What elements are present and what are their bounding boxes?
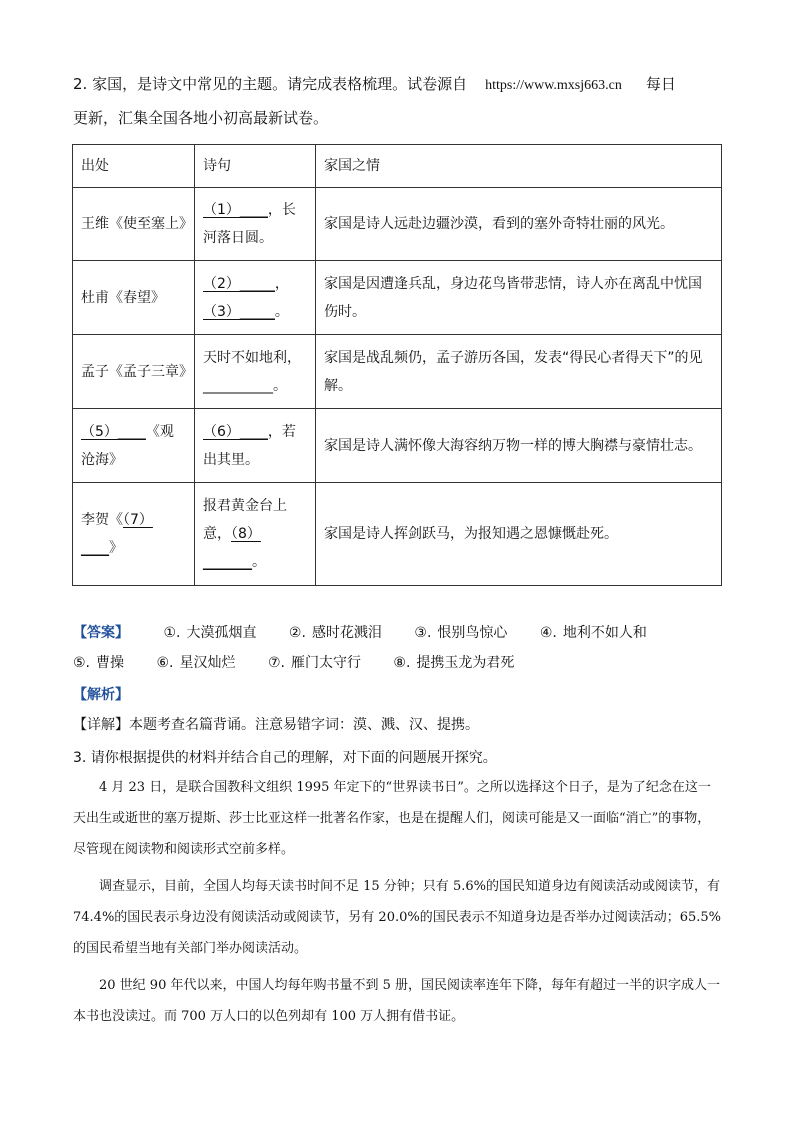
answer-item: ④. 地利不如人和 bbox=[539, 625, 647, 641]
row-source bbox=[73, 409, 195, 483]
header-feeling: 家国之情 bbox=[316, 145, 722, 188]
table-row bbox=[73, 188, 722, 261]
row-feeling: 家国是战乱频仍，孟子游历各国，发表“得民心者得天下”的见解。 bbox=[316, 335, 722, 409]
blank-3: （3）_____ bbox=[203, 303, 275, 320]
poem-table bbox=[72, 144, 722, 586]
source-text: 《观沧海》 bbox=[81, 423, 174, 468]
detail-label: 【详解】 bbox=[73, 717, 129, 733]
blank-4: __________ bbox=[203, 377, 273, 394]
blank-8: （8）_______ bbox=[203, 526, 261, 570]
answer-item: ⑥. 星汉灿烂 bbox=[156, 655, 236, 671]
row-source: 孟子《孟子三章》 bbox=[73, 335, 195, 409]
row-source: 杜甫《春望》 bbox=[73, 261, 195, 335]
question-2-text-daily: 每日 bbox=[645, 75, 676, 93]
row-verse bbox=[195, 261, 316, 335]
answer-item: ①. 大漠孤烟直 bbox=[163, 625, 257, 641]
blank-5: （5）____ bbox=[81, 423, 146, 440]
table-row bbox=[73, 409, 722, 483]
verse-text: ， bbox=[274, 275, 289, 292]
verse-text: 报君黄金台上意， bbox=[203, 498, 287, 542]
row-source bbox=[73, 483, 195, 586]
question-2-text-update: 更新，汇集全国各地小初高最新试卷。 bbox=[73, 109, 329, 127]
verse-text: 。 bbox=[252, 554, 266, 570]
table-row bbox=[73, 261, 722, 335]
answer-item: ⑤. 曹操 bbox=[73, 655, 125, 671]
material-paragraph: 4 月 23 日，是联合国教科文组织 1995 年定下的“世界读书日”。之所以选择这个日子，是为了纪念在这一天出生或逝世的塞万提斯、莎士比亚这样一批著名作家，也是在提醒人们，阅读可能是又一面临“消亡”的事物，尽管现在阅读物和阅读形式空前多样。 bbox=[73, 780, 711, 857]
answer-item: ⑧. 提携玉龙为君死 bbox=[393, 655, 515, 671]
row-feeling: 家国是诗人挥剑跃马，为报知遇之恩慷慨赴死。 bbox=[316, 483, 722, 586]
verse-text: 天时不如地利， bbox=[203, 349, 301, 366]
blank-7: （7）____ bbox=[81, 512, 153, 556]
analysis-detail bbox=[73, 710, 723, 740]
row-feeling: 家国是诗人远赴边疆沙漠，看到的塞外奇特壮丽的风光。 bbox=[316, 188, 722, 261]
question-3: 3. 请你根据提供的材料并结合自己的理解，对下面的问题展开探究。 bbox=[73, 750, 497, 766]
row-source: 王维《使至塞上》 bbox=[73, 188, 195, 261]
analysis-section bbox=[73, 680, 723, 740]
verse-text: 。 bbox=[274, 303, 289, 320]
table-row bbox=[73, 335, 722, 409]
row-verse bbox=[195, 483, 316, 586]
header-source: 出处 bbox=[73, 145, 195, 188]
row-feeling: 家国是诗人满怀像大海容纳万物一样的博大胸襟与豪情壮志。 bbox=[316, 409, 722, 483]
row-feeling: 家国是因遭逢兵乱，身边花鸟皆带悲情，诗人亦在离乱中忧国伤时。 bbox=[316, 261, 722, 335]
answer-item: ⑦. 雁门太守行 bbox=[267, 655, 361, 671]
question-2-text: 2. 家国，是诗文中常见的主题。请完成表格梳理。试卷源自 bbox=[73, 75, 468, 93]
table-header-row bbox=[73, 145, 722, 188]
question-2 bbox=[73, 68, 723, 134]
row-verse bbox=[195, 188, 316, 261]
header-verse: 诗句 bbox=[195, 145, 316, 188]
blank-2: （2）_____ bbox=[203, 275, 275, 292]
answer-label: 【答案】 bbox=[73, 625, 129, 641]
blank-6: （6）____ bbox=[203, 423, 268, 440]
verse-text: ，长河落日圆。 bbox=[203, 202, 296, 246]
analysis-label: 【解析】 bbox=[73, 687, 129, 703]
row-verse bbox=[195, 335, 316, 409]
verse-text: 。 bbox=[273, 377, 287, 394]
reading-material bbox=[73, 772, 723, 1038]
answer-section bbox=[73, 618, 723, 678]
source-text: 李贺《 bbox=[81, 512, 123, 528]
blank-1: （1）____ bbox=[203, 202, 268, 218]
answer-item: ③. 恨别鸟惊心 bbox=[414, 625, 508, 641]
table-row bbox=[73, 483, 722, 586]
verse-text: ，若出其里。 bbox=[203, 423, 296, 468]
detail-text: 本题考查名篇背诵。注意易错字词：漠、溅、汉、提携。 bbox=[129, 717, 479, 733]
source-url[interactable]: https://www.mxsj663.cn bbox=[485, 78, 622, 93]
material-paragraph: 20 世纪 90 年代以来，中国人均每年购书量不到 5 册，国民阅读率连年下降，每年有超过一半的识字成人一本书也没读过。而 700 万人口的以色列却有 100 万人拥有借书证。 bbox=[73, 978, 721, 1024]
row-verse bbox=[195, 409, 316, 483]
answer-item: ②. 感时花溅泪 bbox=[288, 625, 382, 641]
source-text: 》 bbox=[109, 540, 123, 556]
material-paragraph: 调查显示，目前，全国人均每天读书时间不足 15 分钟；只有 5.6%的国民知道身边有阅读活动或阅读节，有 74.4%的国民表示身边没有阅读活动或阅读节，另有 20.0%的国民表示不知道身边是否举办过阅读活动；65.5%的国民希望当地有关部门举办阅读活动。 bbox=[73, 879, 722, 956]
